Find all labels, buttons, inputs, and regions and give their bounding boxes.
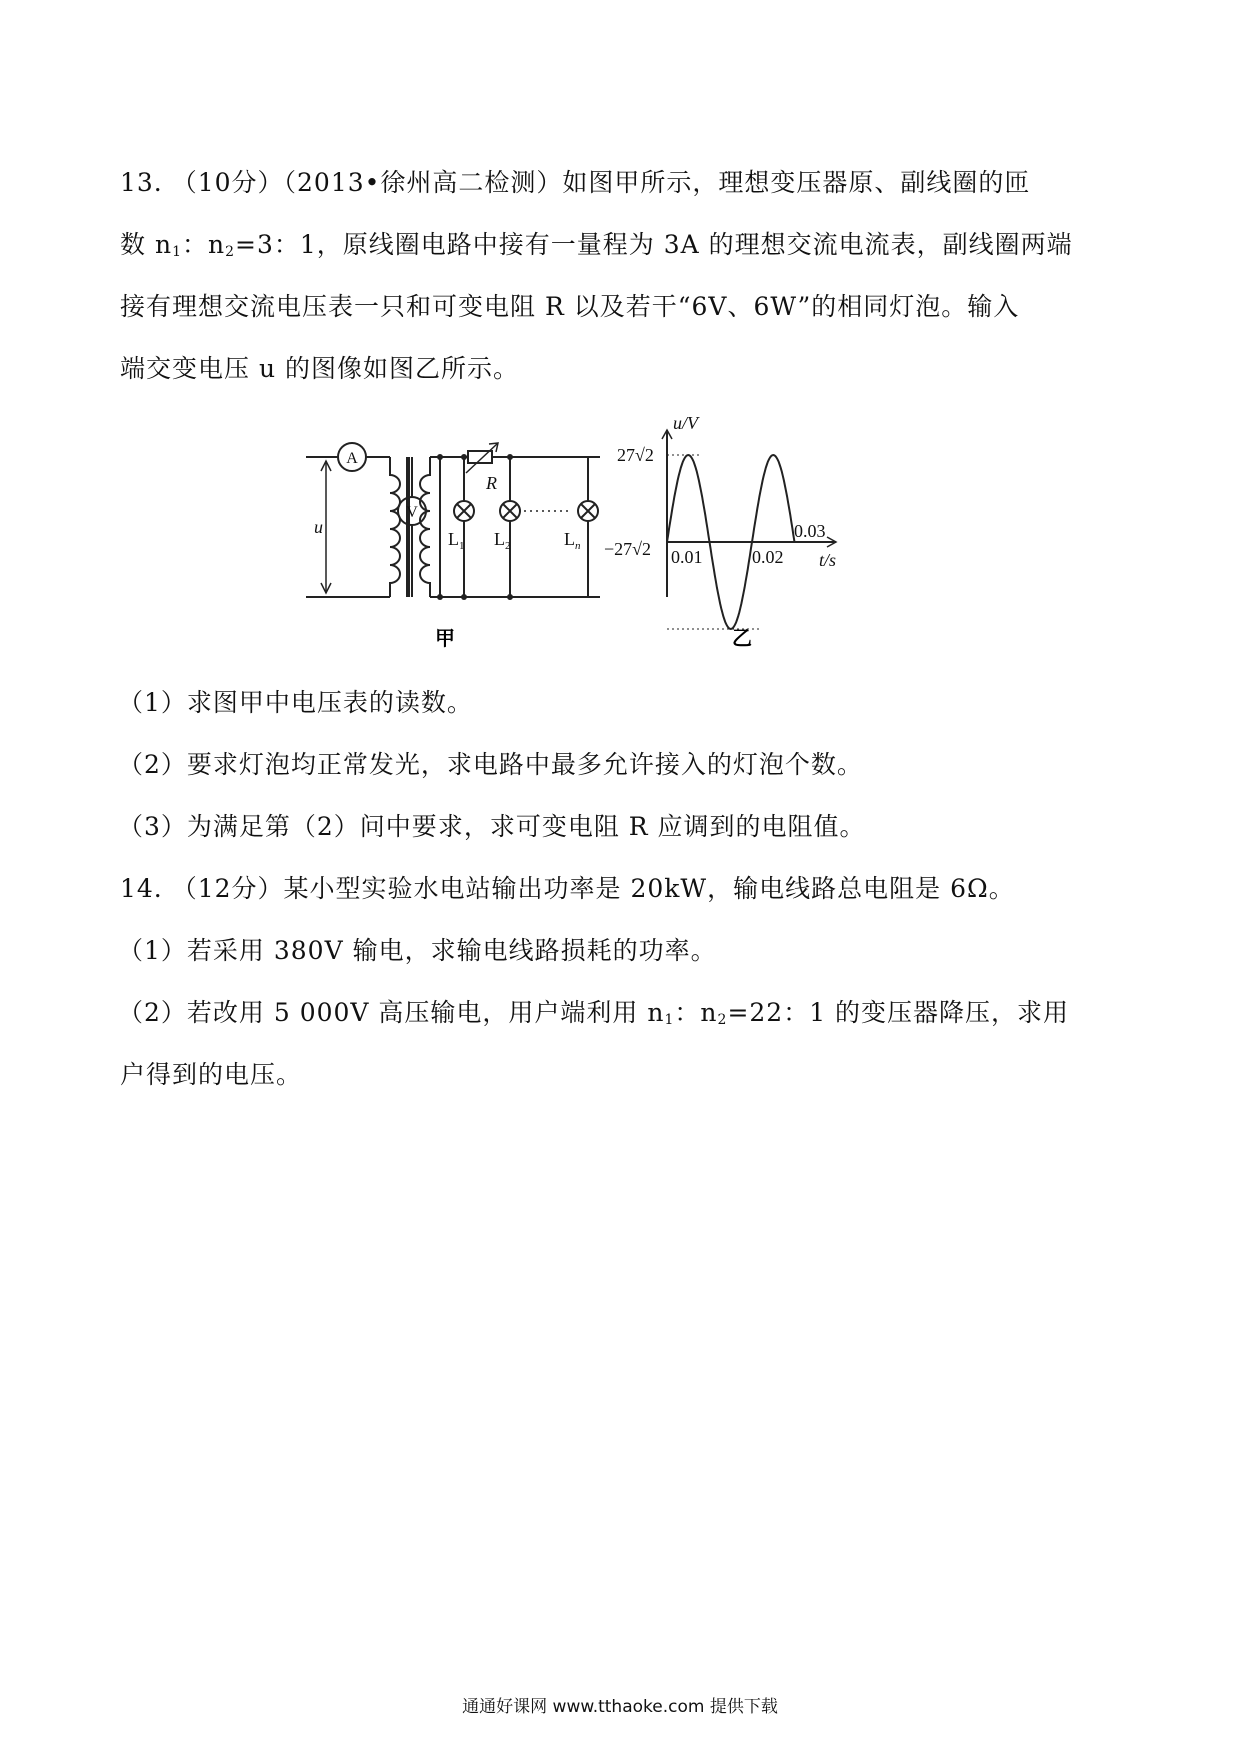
l2-subscript: 2 (505, 540, 511, 552)
l1-subscript: 1 (459, 540, 465, 552)
subscript: 1 (664, 1012, 675, 1028)
q13-line-1: 13. （10分）（2013•徐州高二检测）如图甲所示，理想变压器原、副线圈的匝 (120, 168, 1031, 197)
ln-label (564, 529, 581, 552)
text-segment: 数 n (120, 230, 173, 259)
primary-coil (390, 457, 400, 597)
lamp-ln-icon (578, 501, 598, 521)
text-segment: （2）若改用 5 000V 高压输电，用户端利用 n (118, 998, 665, 1027)
ln-letter: L (564, 529, 575, 549)
q14-line-1: 14. （12分）某小型实验水电站输出功率是 20kW，输电线路总电阻是 6Ω。 (120, 874, 1015, 903)
r-label: R (486, 473, 497, 493)
voltmeter-label: V (406, 504, 418, 521)
tick-0.01: 0.01 (671, 547, 703, 567)
junction-dots (437, 454, 513, 600)
l1-label (448, 529, 465, 552)
q13-line-3: 接有理想交流电压表一只和可变电阻 R 以及若干“6V、6W”的相同灯泡。输入 (120, 292, 1020, 321)
q14-line-3: 户得到的电压。 (120, 1060, 303, 1089)
text-segment: ：n (674, 998, 718, 1027)
q13-line-4: 端交变电压 u 的图像如图乙所示。 (120, 354, 519, 383)
text-segment: =22：1 的变压器降压，求用 (727, 998, 1070, 1027)
ammeter-label: A (346, 450, 358, 467)
lamp-l1-icon (454, 501, 474, 521)
y-axis-label (673, 413, 700, 433)
figure (290, 413, 970, 655)
q13-sub-1: （1）求图甲中电压表的读数。 (118, 688, 473, 717)
text-segment: ：n (181, 230, 226, 259)
q13-line-2 (120, 225, 1073, 261)
y-max-label: 27√2 (617, 445, 654, 465)
q14-sub-2 (118, 993, 1069, 1029)
u-label: u (314, 517, 323, 537)
caption-jia: 甲 (435, 626, 455, 650)
l2-label (494, 529, 511, 552)
l2-letter: L (494, 529, 505, 549)
q13-sub-3: （3）为满足第（2）问中要求，求可变电阻 R 应调到的电阻值。 (118, 812, 866, 841)
lamp-l2-icon (500, 501, 520, 521)
caption-yi: 乙 (732, 626, 752, 650)
text-segment: =3：1，原线圈电路中接有一量程为 3A 的理想交流电流表，副线圈两端 (235, 230, 1073, 259)
ln-subscript: n (575, 540, 581, 552)
l1-letter: L (448, 529, 459, 549)
q13-sub-2: （2）要求灯泡均正常发光，求电路中最多允许接入的灯泡个数。 (118, 750, 863, 779)
footer: 通通好课网 www.tthaoke.com 提供下载 (462, 1697, 778, 1717)
y-min-label: −27√2 (604, 539, 652, 559)
y-axis-label-text: u/V (673, 413, 698, 433)
secondary-coil (420, 457, 430, 597)
subscript: 2 (225, 244, 236, 260)
subscript: 2 (717, 1012, 728, 1028)
q14-sub-1: （1）若采用 380V 输电，求输电线路损耗的功率。 (118, 936, 717, 965)
x-axis-label: t/s (819, 550, 837, 570)
tick-0.03: 0.03 (794, 521, 826, 541)
subscript: 1 (172, 244, 182, 260)
tick-0.02: 0.02 (752, 547, 784, 567)
